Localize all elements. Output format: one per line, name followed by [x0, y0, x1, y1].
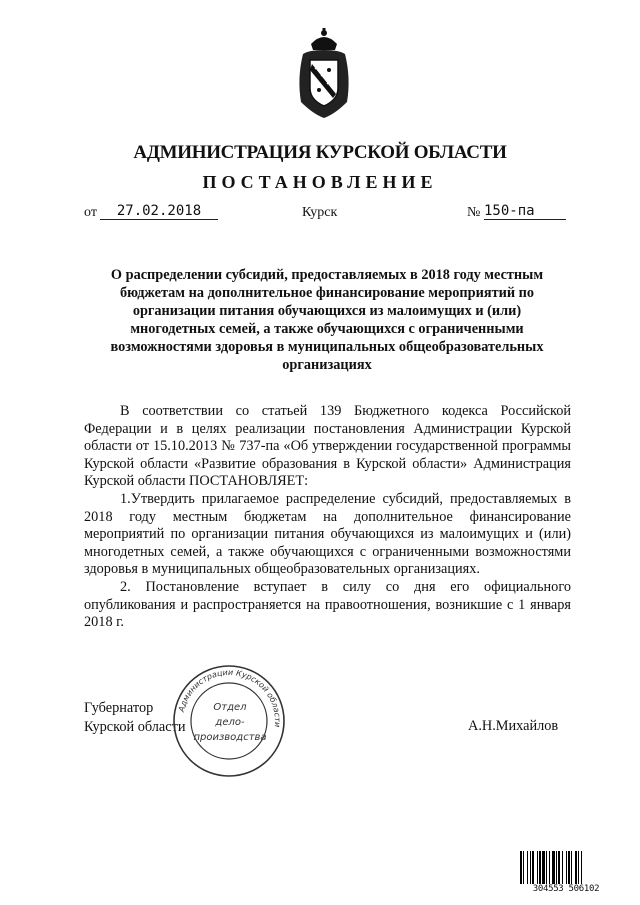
- preamble-paragraph: В соответствии со статьей 139 Бюджетного кодекса Российской Федерации и в целях реализации постановления Администрации Курской области от 15.10.2013 № 737-па «Об утверждении государственной программы Курской области «Развитие образования в Курской области» Администрация Курской области ПОСТАНОВЛЯЕТ:: [84, 403, 571, 490]
- barcode-number: 304553 506102: [519, 884, 613, 894]
- coat-of-arms-icon: [293, 28, 355, 120]
- document-subject: О распределении субсидий, предоставляемых в 2018 году местным бюджетам на дополнительное финансирование мероприятий по организации питания обучающихся из малоимущих и (или) многодетных семей, а также обучающихся с ограниченными возможностями здоровья в муниципальных общеобразовательных организациях: [110, 267, 544, 373]
- stamp-center-line-3: производства: [193, 732, 267, 743]
- date-label: от: [84, 205, 97, 220]
- document-meta-row: [0, 202, 640, 228]
- stamp-center-line-1: Отдел: [213, 702, 247, 713]
- number-label: №: [467, 205, 481, 220]
- document-date: 27.02.2018: [100, 203, 218, 220]
- round-stamp-icon: [170, 662, 288, 780]
- clause-1-paragraph: 1.Утвердить прилагаемое распределение субсидий, предоставляемых в 2018 году местным бюджетам на дополнительное финансирование мероприятий по организации питания обучающихся из малоимущих и (или) многодетных семей, а также обучающихся с ограниченными возможностями здоровья в муниципальных общеобразовательных организациях.: [84, 490, 571, 578]
- signatory-title-line-2: Курской области: [84, 719, 186, 735]
- document-number: 150-па: [484, 203, 566, 220]
- organization-title: АДМИНИСТРАЦИЯ КУРСКОЙ ОБЛАСТИ: [133, 142, 507, 163]
- stamp-center-line-2: дело-: [215, 717, 245, 728]
- document-type-heading: ПОСТАНОВЛЕНИЕ: [202, 172, 438, 192]
- document-body: [84, 403, 571, 632]
- signatory-name: А.Н.Михайлов: [468, 718, 559, 734]
- signatory-title-line-1: Губернатор: [84, 700, 154, 716]
- clause-2-paragraph: 2. Постановление вступает в силу со дня его официального опубликования и распространяется на правоотношения, возникшие с 1 января 2018 г.: [84, 578, 571, 631]
- city-name: Курск: [302, 205, 338, 220]
- stamp-ring-text: Администрации Курской области: [176, 667, 283, 728]
